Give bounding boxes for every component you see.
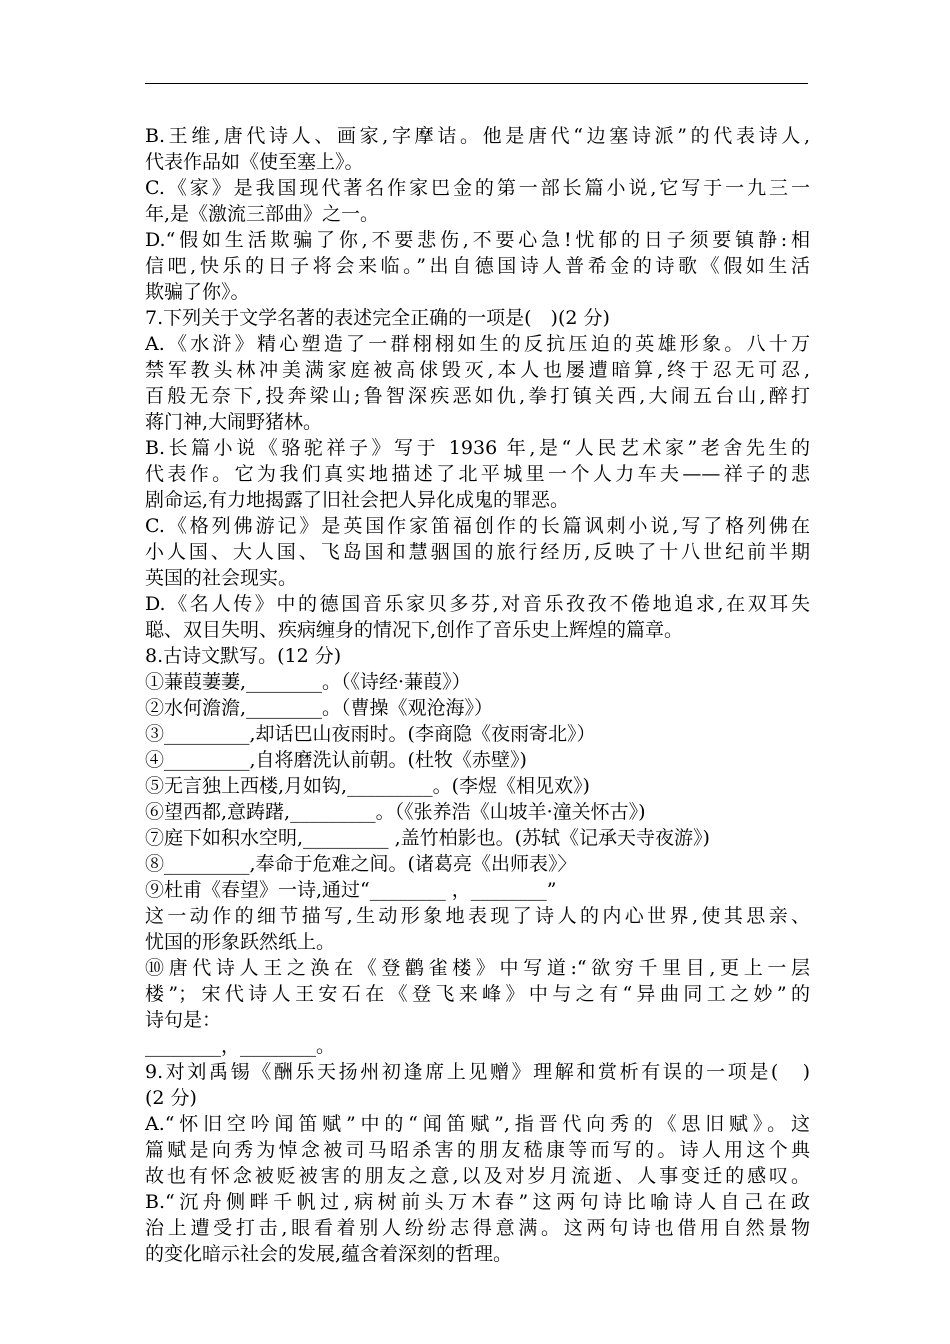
text-line: 蒋门神,大闹野猪林。 [145, 411, 323, 433]
text-line: 百般无奈下,投奔梁山;鲁智深疾恶如仇,拳打镇关西,大闹五台山,醉打 [145, 385, 810, 407]
text-line: 代表作品如《使至塞上》。 [145, 151, 364, 173]
fill-blank-item: ⑨杜甫《春望》一诗,通过“________ ，________” [145, 879, 557, 901]
text-line: D.“假如生活欺骗了你,不要悲伤,不要心急!忧郁的日子须要镇静:相 [145, 229, 810, 251]
text-line: 聪、双目失明、疾病缠身的情况下,创作了音乐史上辉煌的篇章。 [145, 619, 684, 641]
text-line: 英国的社会现实。 [145, 567, 298, 589]
question-7-stem: 7.下列关于文学名著的表述完全正确的一项是( )(2 分) [145, 307, 610, 329]
fill-blank-item: ⑦庭下如积水空明,_________ ,盖竹柏影也。(苏轼《记承天寺夜游》) [145, 827, 710, 849]
text-line: 楼”；宋代诗人王安石在《登飞来峰》中与之有“异曲同工之妙”的 [145, 983, 810, 1005]
text-line: B.长篇小说《骆驼祥子》写于 1936 年,是“人民艺术家”老舍先生的 [145, 437, 810, 459]
text-line: (2 分) [145, 1087, 197, 1109]
fill-blank-item: ④_________,自将磨洗认前朝。(杜牧《赤壁》) [145, 749, 527, 771]
text-line: A.“怀旧空吟闻笛赋”中的“闻笛赋”,指晋代向秀的《思旧赋》。这 [145, 1113, 810, 1135]
text-line: 忧国的形象跃然纸上。 [145, 931, 336, 953]
text-line: 篇赋是向秀为悼念被司马昭杀害的朋友嵇康等而写的。诗人用这个典 [145, 1139, 810, 1161]
fill-blank-item: ⑧_________,奉命于危难之间。(诸葛亮《出师表》〉 [145, 853, 577, 875]
text-line: 小人国、大人国、飞岛国和慧骃国的旅行经历,反映了十八世纪前半期 [145, 541, 810, 563]
question-9-stem: 9.对刘禹锡《酬乐天扬州初逢席上见赠》理解和赏析有误的一项是( ) [145, 1061, 810, 1083]
question-8-stem: 8.古诗文默写。(12 分) [145, 645, 342, 667]
fill-blank-item: ①蒹葭萋萋,________。（《诗经·蒹葭》） [145, 671, 471, 693]
text-line: 禁军教头林冲美满家庭被高俅毁灭,本人也屡遭暗算,终于忍无可忍, [145, 359, 810, 381]
fill-blank-item: ⑤无言独上西楼,月如钩,_________。(李煜《相见欢》) [145, 775, 590, 797]
text-line: 这一动作的细节描写,生动形象地表现了诗人的内心世界,使其思亲、 [145, 905, 810, 927]
text-line: 诗句是： [145, 1009, 222, 1031]
fill-blank-item: ②水何澹澹,________。（曹操《观沧海》） [145, 697, 494, 719]
text-line: 欺骗了你》。 [145, 281, 250, 303]
text-line: 信吧,快乐的日子将会来临。”出自德国诗人普希金的诗歌《假如生活 [145, 255, 810, 277]
answer-blank-line: ________，________。 [145, 1035, 336, 1057]
text-line: 治上遭受打击,眼看着别人纷纷志得意满。这两句诗也借用自然景物 [145, 1217, 810, 1239]
text-line: 故也有怀念被贬被害的朋友之意,以及对岁月流逝、人事变迁的感叹。 [145, 1165, 810, 1187]
text-line: B.王维,唐代诗人、画家,字摩诘。他是唐代“边塞诗派”的代表诗人, [145, 125, 810, 147]
text-line: C.《家》是我国现代著名作家巴金的第一部长篇小说,它写于一九三一 [145, 177, 810, 199]
text-line: A.《水浒》精心塑造了一群栩栩如生的反抗压迫的英雄形象。八十万 [145, 333, 810, 355]
fill-blank-item: ⑩唐代诗人王之涣在《登鹳雀楼》中写道:“欲穷千里目,更上一层 [145, 957, 810, 979]
header-rule [145, 83, 808, 84]
text-line: 剧命运,有力地揭露了旧社会把人异化成鬼的罪恶。 [145, 489, 570, 511]
text-line: B.“沉舟侧畔千帆过,病树前头万木春”这两句诗比喻诗人自己在政 [145, 1191, 810, 1213]
text-line: D.《名人传》中的德国音乐家贝多芬,对音乐孜孜不倦地追求,在双耳失 [145, 593, 810, 615]
text-line: 代表作。它为我们真实地描述了北平城里一个人力车夫——祥子的悲 [145, 463, 810, 485]
text-line: C.《格列佛游记》是英国作家笛福创作的长篇讽刺小说,写了格列佛在 [145, 515, 810, 537]
fill-blank-item: ③_________,却话巴山夜雨时。(李商隐《夜雨寄北》） [145, 723, 596, 745]
text-line: 的变化暗示社会的发展,蕴含着深刻的哲理。 [145, 1243, 513, 1265]
text-line: 年,是《激流三部曲》之一。 [145, 203, 380, 225]
fill-blank-item: ⑥望西都,意踌躇,_________。（《张养浩《山坡羊·潼关怀古》) [145, 801, 646, 823]
